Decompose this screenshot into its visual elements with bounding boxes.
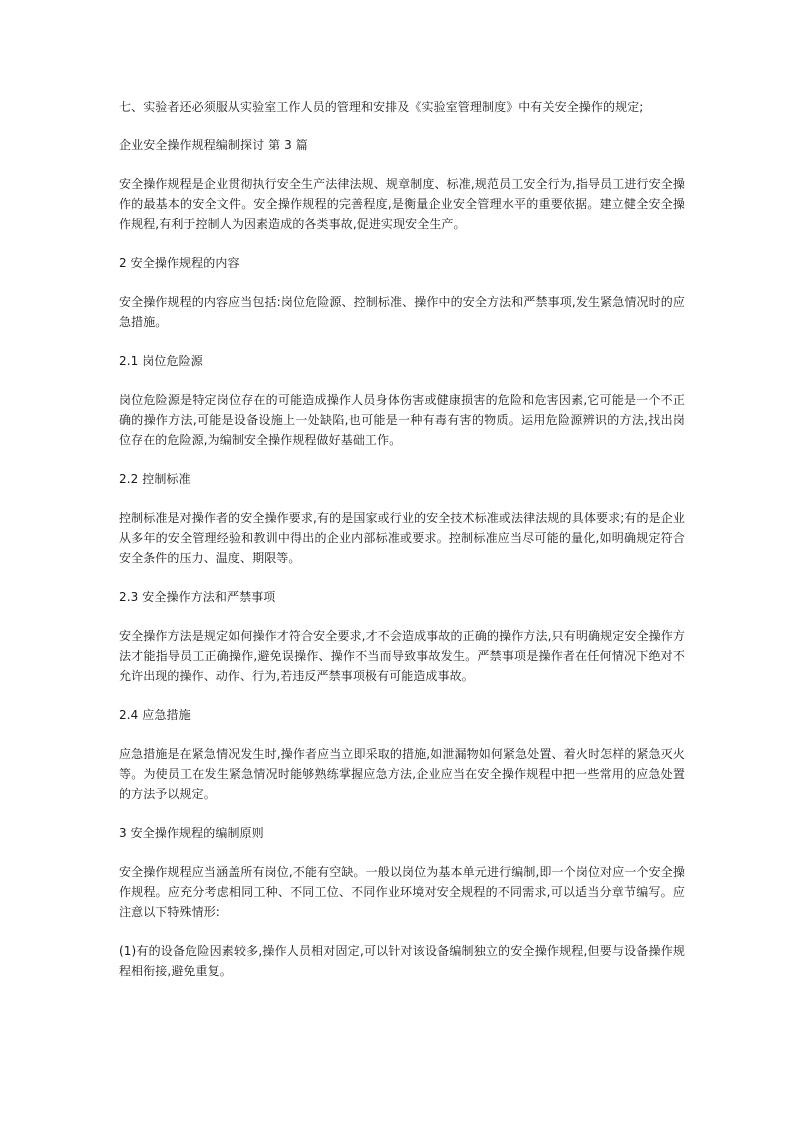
paragraph-item-1: (1)有的设备危险因素较多,操作人员相对固定,可以针对该设备编制独立的安全操作规程,但要与设备操作规程相衔接,避免重复。 [119,944,685,978]
paragraph-section-2-4: 应急措施是在紧急情况发生时,操作者应当立即采取的措施,如泄漏物如何紧急处置、着火时怎样的紧急灭火等。为使员工在发生紧急情况时能够熟练掌握应急方法,企业应当在安全操作规程中把一些常用的应急处置的方法予以规定。 [119,747,685,801]
heading-section-2-3: 2.3 安全操作方法和严禁事项 [119,590,276,604]
heading-section-2-2: 2.2 控制标准 [119,472,191,486]
paragraph-section-2-1: 岗位危险源是特定岗位存在的可能造成操作人员身体伤害或健康损害的危险和危害因素,它可能是一个不正确的操作方法,可能是设备设施上一处缺陷,也可能是一种有毒有害的物质。运用危险源辨识的方法,找出岗位存在的危险源,为编制安全操作规程做好基础工作。 [119,393,685,447]
article-title: 企业安全操作规程编制探讨 第 3 篇 [119,138,308,152]
paragraph-intro: 安全操作规程是企业贯彻执行安全生产法律法规、规章制度、标准,规范员工安全行为,指导员工进行安全操作的最基本的安全文件。安全操作规程的完善程度,是衡量企业安全管理水平的重要依据。建立健全安全操作规程,有利于控制人为因素造成的各类事故,促进实现安全生产。 [119,177,685,231]
heading-section-2-4: 2.4 应急措施 [119,708,191,722]
paragraph-lab-rules: 七、实验者还必须服从实验室工作人员的管理和安排及《实验室管理制度》中有关安全操作的规定; [119,100,644,114]
paragraph-section-2: 安全操作规程的内容应当包括:岗位危险源、控制标准、操作中的安全方法和严禁事项,发生紧急情况时的应急措施。 [119,295,685,329]
document-body [119,97,685,981]
paragraph-section-2-2: 控制标准是对操作者的安全操作要求,有的是国家或行业的安全技术标准或法律法规的具体要求;有的是企业从多年的安全管理经验和教训中得出的企业内部标准或要求。控制标准应当尽可能的量化,如明确规定符合安全条件的压力、温度、期限等。 [119,511,685,565]
heading-section-2: 2 安全操作规程的内容 [119,256,240,270]
paragraph-section-2-3: 安全操作方法是规定如何操作才符合安全要求,才不会造成事故的正确的操作方法,只有明确规定安全操作方法才能指导员工正确操作,避免误操作、操作不当而导致事故发生。严禁事项是操作者在任何情况下绝对不允许出现的操作、动作、行为,若违反严禁事项极有可能造成事故。 [119,629,685,683]
heading-section-2-1: 2.1 岗位危险源 [119,354,203,368]
paragraph-section-3: 安全操作规程应当涵盖所有岗位,不能有空缺。一般以岗位为基本单元进行编制,即一个岗位对应一个安全操作规程。应充分考虑相同工种、不同工位、不同作业环境对安全规程的不同需求,可以适当分章节编写。应注意以下特殊情形: [119,865,685,919]
heading-section-3: 3 安全操作规程的编制原则 [119,826,264,840]
